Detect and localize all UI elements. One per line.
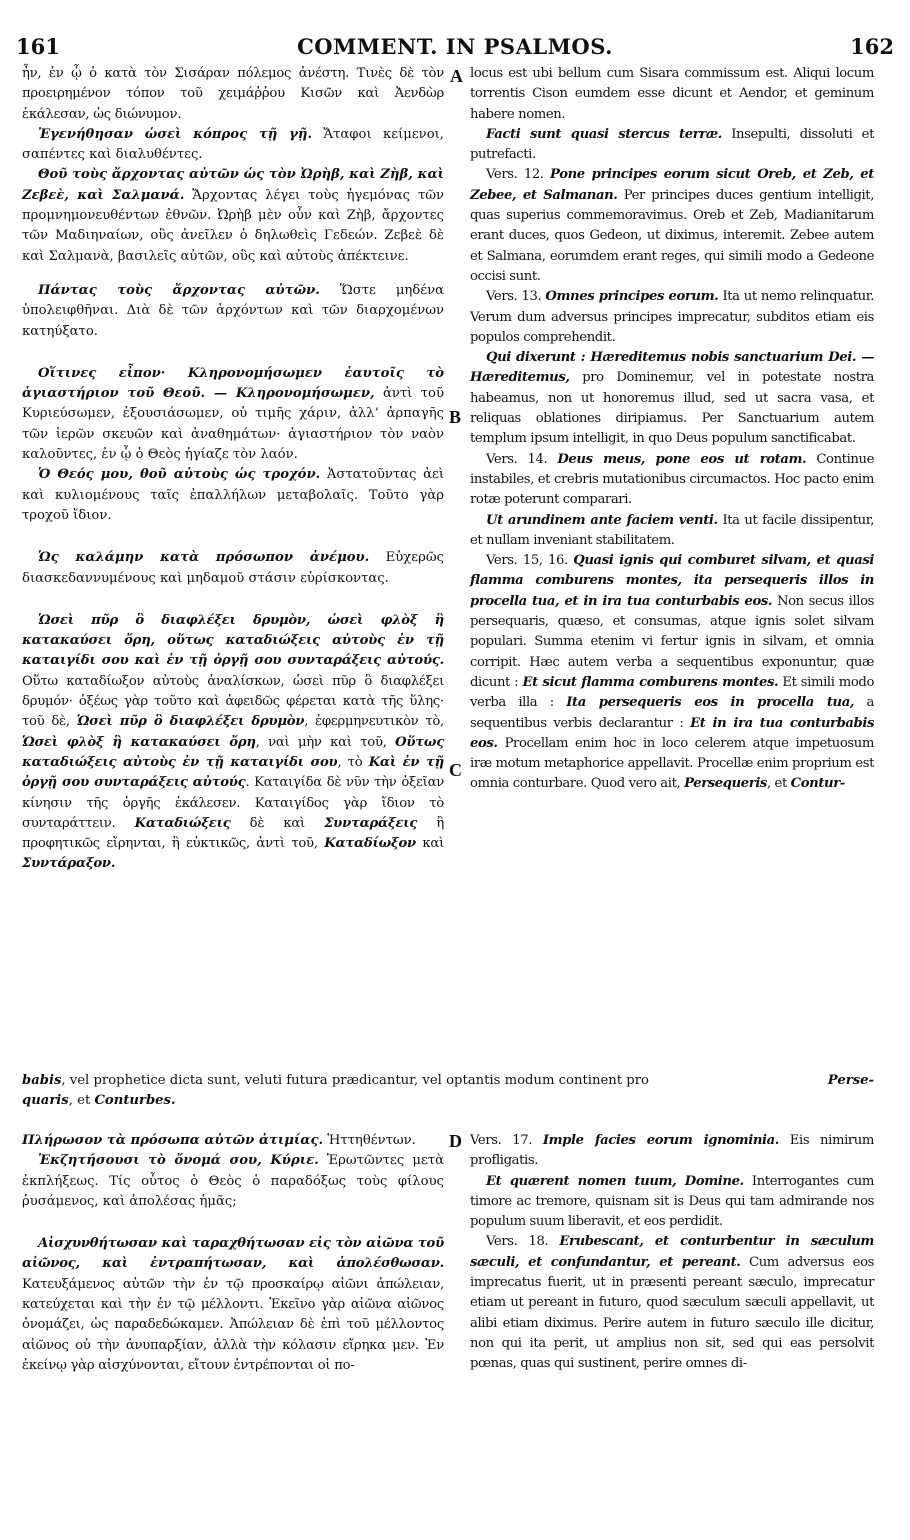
verse-number: Vers. 17. (470, 1133, 543, 1148)
latin-paragraph: Vers. 18. Erubescant, et conturbentur in sæculum sæculi, et confundantur, et pereant. Cum adversus eos imprecatus fuerit, ut in præsenti pereant sæculo, imprecatur etiam ut pereant in futuro, quod sæculum sæculi appellavit, ut alibi etiam diximus. Perire autem in futuro sæculo ille dicitur, non qui ita perit, ut amplius non sit, sed qui eas persolvit pœnas, quas qui sustinent, perire omnes di- (470, 1234, 874, 1372)
lemma: Ὁ Θεός μου, θοῦ αὐτοὺς ὡς τροχόν. (38, 467, 321, 483)
lemma: Omnes principes eorum. (545, 289, 719, 305)
latin-paragraph: locus est ubi bellum cum Sisara commissum est. Aliqui locum torrentis Cison eumdem esse dicunt et Aendor, et geminum habere nomen. (470, 66, 874, 122)
verse-number: Vers. 13. (486, 289, 546, 305)
lemma: Ὡσεὶ πῦρ ὃ διαφλέξει δρυμὸν, ὡσεὶ φλὸξ ἣ κατακαύσει ὄρη, οὕτως καταδιώξεις αὐτοὺς ἐν τῇ καταιγίδι σου καὶ ἐν τῇ ὀργῇ σου συνταράξεις αὐτούς. (22, 612, 444, 669)
lemma: Οἵτινες εἶπον· Κληρονομήσωμεν ἑαυτοῖς τὸ ἁγιαστήριον τοῦ Θεοῦ. — Κληρονομήσωμεν, (22, 365, 444, 402)
latin-paragraph: Vers. 15, 16. Quasi ignis qui comburet silvam, et quasi flamma comburens montes, ita persequeris illos in procella tua, et in ira tua conturbabis eos. Non secus illos persequaris, quæso, et consumas, atque ignis solet silvam populari. Summa etenim vi fertur ignis in silvam, et omnia corripit. Hæc autem verba a sequentibus exponuntur, quæ dicunt : Et sicut flamma comburens montes. Et simili modo verba illa : Ita persequeris eos in procella tua, a sequentibus verbis declarantur : Et in ira tua conturbabis eos. Procellam enim hoc in loco celerem atque impetuosum iræ motum metaphorice appellavit. Procellæ enim proprium est omnia conturbare. Quod vero ait, Persequeris, et Contur- (470, 553, 875, 792)
latin-paragraph: Vers. 13. Omnes principes eorum. Ita ut nemo relinquatur. Verum dum adversus principes imprecatur, subditos etiam eis populos comprehendit. (470, 289, 874, 345)
page-number-right: 162 (850, 34, 894, 59)
running-title: COMMENT. IN PSALMOS. (297, 34, 613, 59)
greek-paragraph: Οἵτινες εἶπον· Κληρονομήσωμεν ἑαυτοῖς τὸ ἁγιαστήριον τοῦ Θεοῦ. — Κληρονομήσωμεν, ἀντὶ τοῦ Κυριεύσωμεν, ἐξουσιάσωμεν, οὐ τιμῆς χάριν, ἀλλ’ ἁρπαγῆς τῶν ἱερῶν σκευῶν καὶ ἀναθημάτων· ἁγιαστήριον τὸν ναὸν καλοῦντες, ἐν ᾧ ὁ Θεὸς ἡγίαζε τὸν λαόν. (22, 365, 444, 463)
running-header (16, 34, 894, 60)
section-marker-c: C (449, 760, 462, 780)
lemma: Et quærent nomen tuum, Domine. (486, 1173, 744, 1189)
full-width-continuation: babis, vel prophetice dicta sunt, veluti futura prædicantur, vel optantis modum continent pro Perse- quaris, et Conturbes. (22, 1073, 874, 1109)
verse-number: Vers. 14. (486, 451, 558, 467)
greek-paragraph: Ἐγενήθησαν ὡσεὶ κόπρος τῇ γῇ. Ἄταφοι κείμενοι, σαπέντες καὶ διαλυθέντες. (22, 126, 444, 163)
latin-column (470, 64, 874, 795)
latin-paragraph: Facti sunt quasi stercus terræ. Insepulti, dissoluti et putrefacti. (470, 126, 874, 163)
section-marker-d: D (449, 1131, 462, 1151)
greek-paragraph: Ὡσεὶ πῦρ ὃ διαφλέξει δρυμὸν, ὡσεὶ φλὸξ ἣ κατακαύσει ὄρη, οὕτως καταδιώξεις αὐτοὺς ἐν τῇ καταιγίδι σου καὶ ἐν τῇ ὀργῇ σου συνταράξεις αὐτούς. Οὕτω καταδίωξον αὐτοὺς ἀναλίσκων, ὡσεὶ πῦρ ὃ διαφλέξει δρυμόν· ὀξέως γὰρ τοῦτο καὶ ἀφειδῶς φέρεται κατὰ τῆς ὕλης· τοῦ δὲ, Ὡσεὶ πῦρ ὃ διαφλέξει δρυμὸν, ἐφερμηνευτικὸν τὸ, Ὡσεὶ φλὸξ ἣ κατακαύσει ὄρη, ναὶ μὴν καὶ τοῦ, Οὕτως καταδιώξεις αὐτοὺς ἐν τῇ καταιγίδι σου, τὸ Καὶ ἐν τῇ ὀργῇ σου συνταράξεις αὐτούς. Καταιγίδα δὲ νῦν τὴν ὀξεῖαν κίνησιν τῆς ὀργῆς ἐκάλεσεν. Καταιγίδος γὰρ ἴδιον τὸ συνταράττειν. Καταδιώξεις δὲ καὶ Συνταράξεις ἢ προφητικῶς εἴρηνται, ἢ εὐκτικῶς, ἀντὶ τοῦ, Καταδίωξον καὶ Συντάραξον. (22, 612, 444, 872)
verse-number: Vers. 15, 16. (486, 553, 574, 569)
greek-paragraph: Πλήρωσον τὰ πρόσωπα αὐτῶν ἀτιμίας. Ἡττηθέντων. (22, 1133, 416, 1148)
greek-paragraph: ἦν, ἐν ᾧ ὁ κατὰ τὸν Σισάραν πόλεμος ἀνέστη. Τινὲς δὲ τὸν προειρημένον τόπον τοῦ χειμάῤῥου Κισῶν καὶ Ἀενδὼρ ἐκάλεσαν, ὡς διώνυμον. (22, 66, 444, 122)
latin-paragraph: Qui dixerunt : Hæreditemus nobis sanctuarium Dei. — Hæreditemus, pro Dominemur, vel in potestate nostra habeamus, non ut honoremus illud, sed ut sacra vasa, et reliquas oblationes diripiamus. Per Sanctuarium autem templum ipsum intelligit, in quo Deus populum sanctificabat. (470, 350, 874, 447)
page-number-left: 161 (16, 34, 60, 59)
verse-number: Vers. 12. (486, 167, 551, 183)
greek-paragraph: Ὁ Θεός μου, θοῦ αὐτοὺς ὡς τροχόν. Ἀστατοῦντας ἀεὶ καὶ κυλιομένους ταῖς ἐπαλλήλων μεταβολαῖς. Τοῦτο γὰρ τροχοῦ ἴδιον. (22, 467, 444, 523)
greek-column-lower (22, 1131, 444, 1376)
lemma: Αἰσχυνθήτωσαν καὶ ταραχθήτωσαν εἰς τὸν αἰῶνα τοῦ αἰῶνος, καὶ ἐντραπήτωσαν, καὶ ἀπολέσθωσαν. (22, 1236, 444, 1272)
section-marker-b: B (449, 407, 462, 427)
latin-paragraph: Vers. 14. Deus meus, pone eos ut rotam. Continue instabiles, et crebris mutationibus circumactos. Hoc pacto enim rotæ poterunt comparari. (470, 451, 874, 508)
lemma: Erubescant, et conturbentur in sæculum sæculi, et confundantur, et pereant. (470, 1234, 874, 1270)
lemma: Πλήρωσον τὰ πρόσωπα αὐτῶν ἀτιμίας. (22, 1133, 324, 1148)
section-marker-a: A (450, 66, 463, 86)
lemma: Facti sunt quasi stercus terræ. (486, 126, 722, 142)
latin-paragraph: Vers. 17. Imple facies eorum ignominia. Eis nimirum profligatis. (470, 1133, 874, 1169)
latin-column-lower (470, 1131, 874, 1375)
latin-paragraph: Et quærent nomen tuum, Domine. Interrogantes cum timore ac tremore, quisnam sit is Deus qui tam admirande nos populum suum liberavit, et eos perdidit. (470, 1173, 875, 1230)
lemma: Ὡς καλάμην κατὰ πρόσωπον ἀνέμου. (38, 550, 370, 566)
latin-paragraph: Vers. 12. Pone principes eorum sicut Oreb, et Zeb, et Zebee, et Salmanan. Per principes duces gentium intelligit, quas superius commemoravimus. Oreb et Zeb, Madianitarum erant duces, quos Gedeon, ut diximus, interemit. Zebee autem et Salmana, eorumdem erant reges, qui simili modo a Gedeone occisi sunt. (470, 167, 874, 284)
greek-column (22, 64, 444, 875)
verse-number: Vers. 18. (486, 1234, 560, 1250)
greek-paragraph: Ὡς καλάμην κατὰ πρόσωπον ἀνέμου. Εὐχερῶς διασκεδαννυμένους καὶ μηδαμοῦ στάσιν εὑρίσκοντας. (22, 550, 444, 586)
lemma: Quasi ignis qui comburet silvam, et quasi flamma comburens montes, ita persequeris illos in procella tua, et in ira tua conturbabis eos. (470, 553, 874, 609)
greek-paragraph: Ἐκζητήσουσι τὸ ὄνομά σου, Κύριε. Ἐρωτῶντες μετὰ ἐκπλήξεως. Τίς οὗτος ὁ Θεὸς ὁ παραδόξως τοὺς φίλους ῥυσάμενος, καὶ ἀπολέσας ἡμᾶς; (22, 1153, 445, 1209)
lemma: Ἐκζητήσουσι τὸ ὄνομά σου, Κύριε. (38, 1153, 319, 1169)
lemma: Θοῦ τοὺς ἄρχοντας αὐτῶν ὡς τὸν Ὠρὴβ, καὶ Ζὴβ, καὶ Ζεβεὲ, καὶ Σαλμανά. (22, 167, 444, 203)
lemma: Deus meus, pone eos ut rotam. (557, 451, 807, 467)
greek-paragraph: Θοῦ τοὺς ἄρχοντας αὐτῶν ὡς τὸν Ὠρὴβ, καὶ Ζὴβ, καὶ Ζεβεὲ, καὶ Σαλμανά. Ἄρχοντας λέγει τοὺς ἡγεμόνας τῶν προμνημονευθέντων ἐθνῶν. Ὠρὴβ μὲν οὖν καὶ Ζὴβ, ἄρχοντες τῶν Μαδιηναίων, οὓς ἀνεῖλεν ὁ δηλωθεὶς Γεδεών. Ζεβεὲ δὲ καὶ Σαλμανὰ, βασιλεῖς αὐτῶν, οὓς καὶ αὐτοὺς ἀπέκτεινε. (22, 167, 445, 264)
lemma: Πάντας τοὺς ἄρχοντας αὐτῶν. (38, 282, 320, 298)
lemma: Qui dixerunt : Hæreditemus nobis sanctuarium Dei. — Hæreditemus, (470, 350, 874, 386)
lemma: Ut arundinem ante faciem venti. (486, 512, 718, 528)
greek-paragraph: Πάντας τοὺς ἄρχοντας αὐτῶν. Ὥστε μηδένα ὑπολειφθῆναι. Διὰ δὲ τῶν ἀρχόντων καὶ τῶν διαρχομένων κατηύξατο. (22, 282, 445, 339)
lemma: Pone principes eorum sicut Oreb, et Zeb, et Zebee, et Salmanan. (470, 167, 874, 203)
latin-paragraph: Ut arundinem ante faciem venti. Ita ut facile dissipentur, et nullam inveniant stabilitatem. (470, 512, 874, 548)
greek-paragraph: Αἰσχυνθήτωσαν καὶ ταραχθήτωσαν εἰς τὸν αἰῶνα τοῦ αἰῶνος, καὶ ἐντραπήτωσαν, καὶ ἀπολέσθωσαν. Κατευξάμενος αὐτῶν τὴν ἐν τῷ προσκαίρῳ αἰῶνι ἀπώλειαν, κατεύχεται καὶ τὴν ἐν τῷ μέλλοντι. Ἐκεῖνο γὰρ αἰῶνα αἰῶνος ὀνομάζει, ὡς παραδεδώκαμεν. Ἀπώλειαν δὲ ἐπὶ τοῦ μέλλοντος αἰῶνος οὐ τὴν ἀνυπαρξίαν, ἀλλὰ τὴν κόλασιν εἴρηκα μεν. Ἐν ἐκείνῳ γὰρ αἰσχύνονται, εἴτουν ἐντρέπονται οἱ πο- (22, 1236, 444, 1373)
lemma: Ἐγενήθησαν ὡσεὶ κόπρος τῇ γῇ. (38, 126, 313, 142)
lemma: Imple facies eorum ignominia. (542, 1133, 779, 1148)
